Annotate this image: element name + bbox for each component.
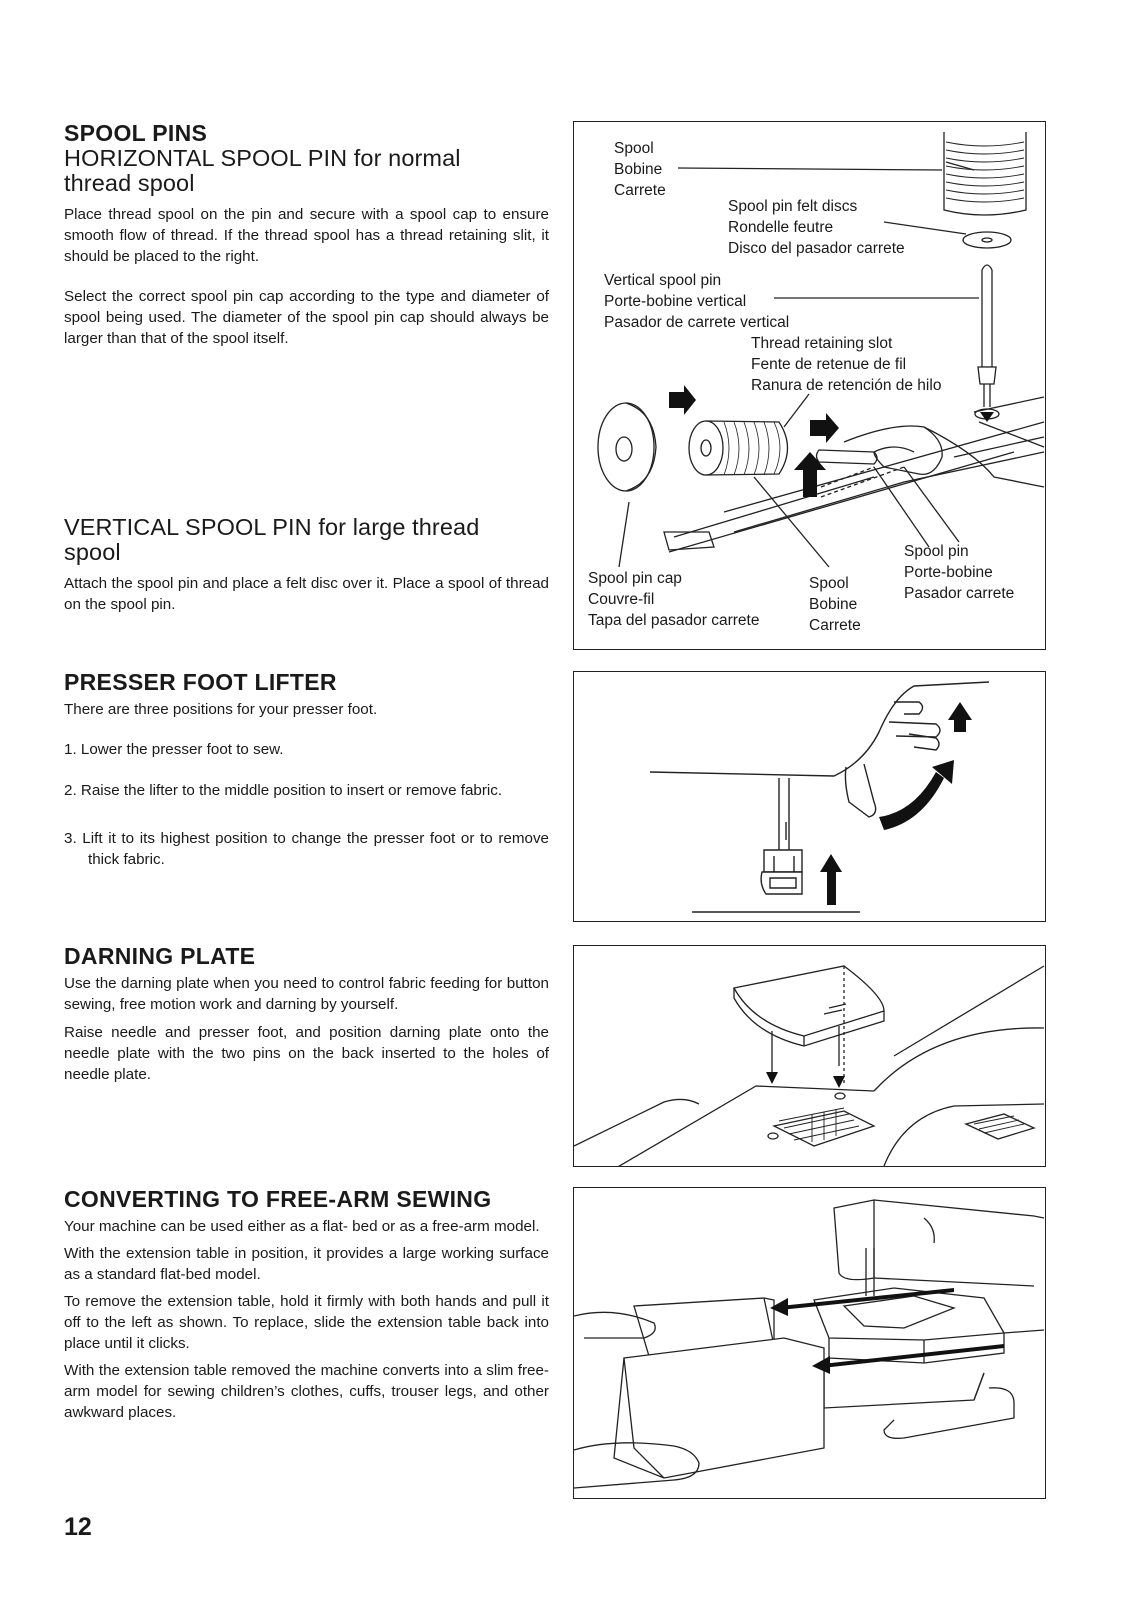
darning-plate-illustration — [574, 946, 1046, 1167]
presser-foot-illustration — [574, 672, 1046, 922]
spool-pins-figure — [573, 121, 1046, 650]
page-number: 12 — [64, 1513, 92, 1541]
darning-plate-figure — [573, 945, 1046, 1167]
label-spool-pin — [904, 541, 1014, 604]
label-text: Spool — [809, 575, 849, 592]
label-text: Pasador de carrete vertical — [604, 314, 790, 331]
label-retaining-slot — [751, 333, 941, 396]
label-text: Vertical spool pin — [604, 272, 722, 289]
paragraph: Place thread spool on the pin and secure with a spool cap to ensure smooth flow of thread. If the thread spool has a thread retaining slit, it should be placed to the right. — [64, 206, 549, 265]
paragraph: Use the darning plate when you need to control fabric feeding for button sewing, free motion work and darning by yourself. — [64, 975, 549, 1013]
label-spool-pin-cap — [588, 568, 759, 631]
paragraph: Select the correct spool pin cap according to the type and diameter of spool being used. The diameter of the spool pin cap should always be larger than that of the spool itself. — [64, 288, 549, 347]
label-text: Spool pin — [904, 543, 969, 560]
label-spool-top — [614, 138, 666, 201]
paragraph: To remove the extension table, hold it firmly with both hands and pull it off to the left as shown. To replace, slide the extension table back into place until it clicks. — [64, 1293, 549, 1352]
darning-section — [64, 943, 549, 1085]
list-item: 3. Lift it to its highest position to change the presser foot or to remove thick fabric. — [64, 830, 549, 868]
subsection-title: VERTICAL SPOOL PIN for large thread spool — [64, 514, 480, 565]
paragraph: With the extension table removed the machine converts into a slim free-arm model for sewing children’s clothes, cuffs, trouser legs, and other awkward places. — [64, 1362, 549, 1421]
paragraph: Your machine can be used either as a flat- bed or as a free-arm model. — [64, 1218, 540, 1235]
section-title: PRESSER FOOT LIFTER — [64, 669, 337, 695]
free-arm-figure — [573, 1187, 1046, 1499]
label-text: Porte-bobine vertical — [604, 293, 747, 310]
list-item: 1. Lower the presser foot to sew. — [64, 741, 284, 758]
vertical-spool-section — [64, 515, 549, 615]
label-text: Carrete — [809, 617, 861, 634]
subsection-title: HORIZONTAL SPOOL PIN for normal thread spool — [64, 145, 461, 196]
label-text: Tapa del pasador carrete — [588, 612, 760, 629]
steps-list — [64, 739, 549, 870]
spool-pins-section — [64, 120, 549, 349]
label-vertical-pin — [604, 270, 789, 333]
paragraph: There are three positions for your presser foot. — [64, 701, 378, 718]
label-text: Carrete — [614, 182, 666, 199]
label-text: Bobine — [614, 161, 663, 178]
label-felt-discs — [728, 196, 905, 259]
section-title: SPOOL PINS — [64, 120, 208, 146]
label-text: Spool pin cap — [588, 570, 682, 587]
section-title: CONVERTING TO FREE-ARM SEWING — [64, 1186, 492, 1212]
paragraph: Attach the spool pin and place a felt disc over it. Place a spool of thread on the spool pin. — [64, 575, 549, 613]
label-spool-bottom — [809, 573, 861, 636]
presser-foot-figure — [573, 671, 1046, 922]
label-text: Pasador carrete — [904, 585, 1015, 602]
label-text: Bobine — [809, 596, 858, 613]
label-text: Disco del pasador carrete — [728, 240, 905, 257]
paragraph: With the extension table in position, it provides a large working surface as a standard flat-bed model. — [64, 1245, 549, 1283]
presser-foot-section — [64, 669, 549, 870]
label-text: Ranura de retención de hilo — [751, 377, 942, 394]
section-title: DARNING PLATE — [64, 943, 256, 969]
label-text: Thread retaining slot — [751, 335, 893, 352]
label-text: Couvre-fil — [588, 591, 655, 608]
free-arm-section — [64, 1186, 549, 1423]
label-text: Spool — [614, 140, 654, 157]
label-text: Fente de retenue de fil — [751, 356, 907, 373]
free-arm-illustration — [574, 1188, 1046, 1499]
label-text: Spool pin felt discs — [728, 198, 858, 215]
list-item: 2. Raise the lifter to the middle position to insert or remove fabric. — [64, 782, 503, 799]
label-text: Rondelle feutre — [728, 219, 834, 236]
paragraph: Raise needle and presser foot, and position darning plate onto the needle plate with the two pins on the back inserted to the holes of needle plate. — [64, 1024, 549, 1083]
label-text: Porte-bobine — [904, 564, 993, 581]
